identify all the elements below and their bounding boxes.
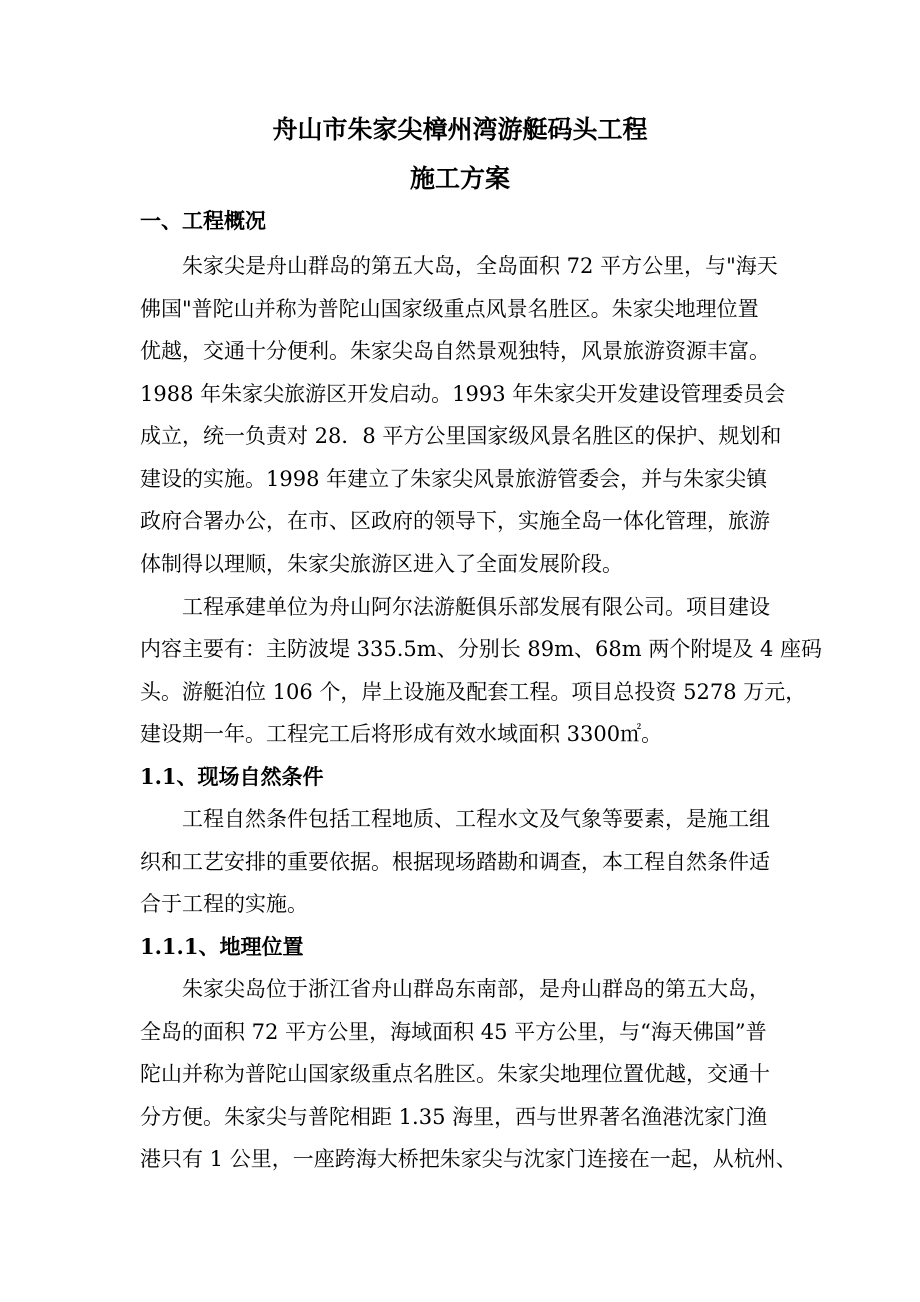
paragraph-line: 成立，统一负责对 28．8 平方公里国家级风景名胜区的保护、规划和 <box>140 424 782 448</box>
paragraph-line: 优越，交通十分便利。朱家尖岛自然景观独特，风景旅游资源丰富。 <box>140 339 770 363</box>
paragraph-line: 内容主要有：主防波堤 335.5m、分别长 89m、68m 两个附堤及 4 座码 <box>140 637 823 661</box>
paragraph-line: 工程承建单位为舟山阿尔法游艇俱乐部发展有限公司。项目建设 <box>182 595 770 619</box>
paragraph-line: 工程自然条件包括工程地质、工程水文及气象等要素，是施工组 <box>182 807 770 831</box>
section-heading-natural-conditions: 1.1、现场自然条件 <box>140 764 324 789</box>
paragraph-line: 建设的实施。1998 年建立了朱家尖风景旅游管委会，并与朱家尖镇 <box>140 467 768 491</box>
document-title: 舟山市朱家尖樟州湾游艇码头工程 <box>272 115 648 144</box>
paragraph-line: 朱家尖岛位于浙江省舟山群岛东南部，是舟山群岛的第五大岛， <box>182 977 770 1001</box>
section-heading-overview: 一、工程概况 <box>140 208 266 233</box>
paragraph-line: 陀山并称为普陀山国家级重点名胜区。朱家尖地理位置优越，交通十 <box>140 1062 770 1086</box>
section-heading-location: 1.1.1、地理位置 <box>140 934 304 959</box>
paragraph-line: 头。游艇泊位 106 个，岸上设施及配套工程。项目总投资 5278 万元， <box>140 680 807 704</box>
paragraph-line: 体制得以理顺，朱家尖旅游区进入了全面发展阶段。 <box>140 552 623 576</box>
document-subtitle: 施工方案 <box>409 164 510 193</box>
paragraph-line: 政府合署办公，在市、区政府的领导下，实施全岛一体化管理，旅游 <box>140 509 770 533</box>
paragraph-line: 建设期一年。工程完工后将形成有效水域面积 3300㎡。 <box>140 722 663 746</box>
paragraph-line: 全岛的面积 72 平方公里，海域面积 45 平方公里，与“海天佛国”普 <box>140 1020 767 1044</box>
paragraph-line: 朱家尖是舟山群岛的第五大岛，全岛面积 72 平方公里，与"海天 <box>182 254 778 278</box>
paragraph-line: 织和工艺安排的重要依据。根据现场踏勘和调查，本工程自然条件适 <box>140 850 770 874</box>
paragraph-line: 分方便。朱家尖与普陀相距 1.35 海里，西与世界著名渔港沈家门渔 <box>140 1105 768 1129</box>
paragraph-line: 佛国"普陀山并称为普陀山国家级重点风景名胜区。朱家尖地理位置 <box>140 297 759 321</box>
paragraph-line: 港只有 1 公里，一座跨海大桥把朱家尖与沈家门连接在一起，从杭州、 <box>140 1147 797 1171</box>
paragraph-line: 1988 年朱家尖旅游区开发启动。1993 年朱家尖开发建设管理委员会 <box>140 382 786 406</box>
paragraph-line: 合于工程的实施。 <box>140 892 308 916</box>
